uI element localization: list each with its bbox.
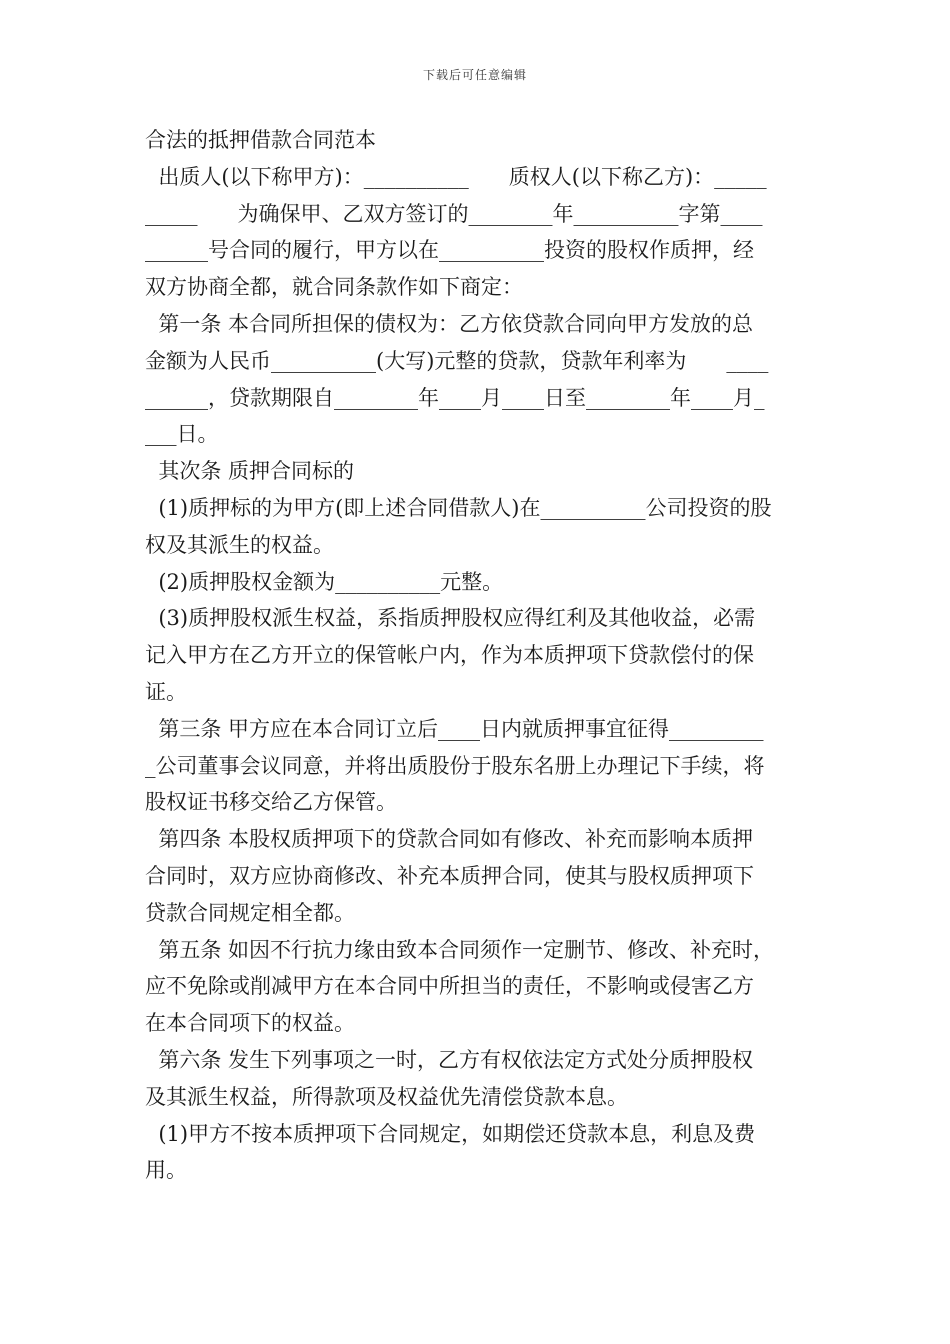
text-line: 出质人(以下称甲方)：__________ 质权人(以下称乙方)：_____ xyxy=(145,164,767,189)
text-line: ___日。 xyxy=(145,422,219,447)
document-body xyxy=(145,122,810,1189)
text-line: (2)质押股权金额为__________元整。 xyxy=(145,569,504,594)
text-line: 用。 xyxy=(145,1158,187,1183)
text-line: ______，贷款期限自________年____月____日至________年____月_ xyxy=(145,385,765,410)
text-line: 第五条 如因不行抗力缘由致本合同须作一定删节、修改、补充时， xyxy=(145,937,775,962)
text-line: 贷款合同规定相全都。 xyxy=(145,900,355,925)
text-line: 应不免除或削减甲方在本合同中所担当的责任，不影响或侵害乙方 xyxy=(145,974,754,999)
header-note: 下载后可任意编辑 xyxy=(422,68,527,82)
text-line: (3)质押股权派生权益，系指质押股权应得红利及其他收益，必需 xyxy=(145,606,756,631)
text-line: 金额为人民币__________(大写)元整的贷款，贷款年利率为 ____ xyxy=(145,348,769,373)
text-line: 在本合同项下的权益。 xyxy=(145,1011,355,1036)
text-line: 第四条 本股权质押项下的贷款合同如有修改、补充而影响本质押 xyxy=(145,827,754,852)
document-title: 合法的抵押借款合同范本 xyxy=(145,128,376,152)
text-line: 第一条 本合同所担保的债权为：乙方依贷款合同向甲方发放的总 xyxy=(145,311,754,336)
text-line: 第六条 发生下列事项之一时，乙方有权依法定方式处分质押股权 xyxy=(145,1047,754,1072)
text-line: ______号合同的履行，甲方以在__________投资的股权作质押，经 xyxy=(145,238,754,263)
text-line: (1)甲方不按本质押项下合同规定，如期偿还贷款本息，利息及费 xyxy=(145,1121,756,1146)
text-line: _____ 为确保甲、乙双方签订的________年__________字第____ xyxy=(145,201,763,226)
text-line: 记入甲方在乙方开立的保管帐户内，作为本质押项下贷款偿付的保 xyxy=(145,643,754,668)
text-line: 合同时，双方应协商修改、补充本质押合同，使其与股权质押项下 xyxy=(145,863,754,888)
text-line: 第三条 甲方应在本合同订立后____日内就质押事宜征得_________ xyxy=(145,716,764,741)
text-line: 权及其派生的权益。 xyxy=(145,532,334,557)
text-line: 股权证书移交给乙方保管。 xyxy=(145,790,397,815)
text-line: 双方协商全都，就合同条款作如下商定： xyxy=(145,275,523,300)
text-line: (1)质押标的为甲方(即上述合同借款人)在__________公司投资的股 xyxy=(145,495,772,520)
text-line: _公司董事会议同意，并将出质股份于股东名册上办理记下手续，将 xyxy=(145,753,765,778)
text-line: 及其派生权益，所得款项及权益优先清偿贷款本息。 xyxy=(145,1084,628,1109)
text-line: 其次条 质押合同标的 xyxy=(145,459,355,484)
text-line: 证。 xyxy=(145,679,187,704)
